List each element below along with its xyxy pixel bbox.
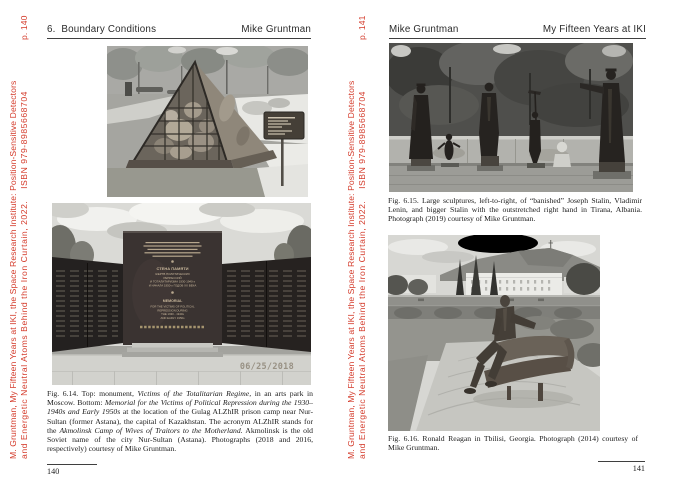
right-running-head [389,24,646,39]
memorial-steps [122,343,223,357]
svg-text:ЖЕРТВ ПОЛИТИЧЕСКИХ: ЖЕРТВ ПОЛИТИЧЕСКИХ [155,272,190,276]
svg-text:FOR THE VICTIMS OF POLITICAL: FOR THE VICTIMS OF POLITICAL [150,304,195,309]
svg-text:MEMORIAL: MEMORIAL [162,299,183,303]
caption-text-run: in an arts park in Moscow. Bottom: [47,389,313,408]
caption-text-run: Akmolinsk Camp of Wives of Traitors to the Motherland. [59,425,243,435]
figure-6-14-bottom-photo [52,203,311,385]
author-name: Mike Gruntman [241,24,311,35]
right-margin-line2: and Energetic Neutral Atoms Behind the Iron Curtain, 2022. ISBN 979-8985668704 [357,91,367,459]
left-margin-page-ref: p. 140 [19,15,29,40]
figure-6-15-caption [388,196,642,224]
left-margin-line2: and Energetic Neutral Atoms Behind the Iron Curtain, 2022. ISBN 979-8985668704 [19,91,29,459]
page-number: 141 [632,464,645,473]
left-running-head [47,24,311,39]
caption-text-run: Victims of the Totalitarian Regime, [137,389,252,398]
svg-text:И НАЧАЛА 1950-х ГОДОВ XX ВЕКА: И НАЧАЛА 1950-х ГОДОВ XX ВЕКА [148,283,197,288]
page-number: 140 [47,467,60,476]
figure-6-15-photo [389,43,633,192]
caption-text-run: Fig. 6.14. Top: monument, [47,389,138,398]
right-margin-page-ref: p. 141 [357,15,367,40]
caption-text-run: Akmolinsk is the old Soviet name of the city Nur-Sultan (Astana). Photographs (2018 and 2016, respectively) courtesy of Mike Gruntman. [47,425,314,454]
author-name: Mike Gruntman [389,24,459,35]
figure-6-14-top-photo [107,46,308,197]
svg-text:СТЕНА ПАМЯТИ: СТЕНА ПАМЯТИ [156,266,189,271]
right-margin-line1: M. Gruntman, My Fifteen Years at IKI, the Space Research Institute: Position-Sensitive Detectors [346,80,356,459]
svg-text:THE 1930 - 1940s: THE 1930 - 1940s [161,312,184,317]
page-number-rule [598,461,645,462]
left-margin-line1: M. Gruntman, My Fifteen Years at IKI, the Space Research Institute: Position-Sensitive Detectors [8,80,18,459]
figure-6-14-caption [47,389,313,453]
svg-text:REPRESSION DURING: REPRESSION DURING [157,308,188,313]
caption-text-run: Memorial for the Victims of Political Repression during the 1930–1940s and Early 1950s [47,398,313,417]
caption-text-run: at the location of the Gulag ALZhIR prison camp near Nur-Sultan (former Astana), the capital of Kazakhstan. The acronym ALZhIR stands for the [47,407,314,435]
memorial-left-wing [52,257,123,352]
svg-text:AND EARLY 1950s: AND EARLY 1950s [160,315,185,320]
embankment [388,295,600,305]
figure-6-16-caption [388,434,638,452]
right-page [337,0,674,500]
photo-timestamp: 06/25/2018 [239,362,294,372]
memorial-central-panel [123,231,222,345]
svg-text:РЕПРЕССИЙ: РЕПРЕССИЙ [163,275,182,280]
figure-6-16-photo [388,235,600,431]
book-title: My Fifteen Years at IKI [542,24,646,35]
memorial-right-wing [222,257,311,352]
chapter-title: 6. Boundary Conditions [47,24,157,35]
caption-text-run: Fig. 6.16. Ronald Reagan in Tbilisi, Georgia. Photograph (2014) courtesy of Mike Gruntman. [388,434,638,453]
page-number-rule [47,464,97,465]
caption-text-run: Fig. 6.15. Large sculptures, left-to-right, of “banished” Joseph Stalin, Vladimir Lenin, and bigger Stalin with the outstretched right hand in Tirana, Albania. Photograph (2019) courtesy of Mike Gruntman. [388,196,642,224]
svg-text:И ТОТАЛИТАРИЗМА 1930-1940-х: И ТОТАЛИТАРИЗМА 1930-1940-х [149,279,196,284]
